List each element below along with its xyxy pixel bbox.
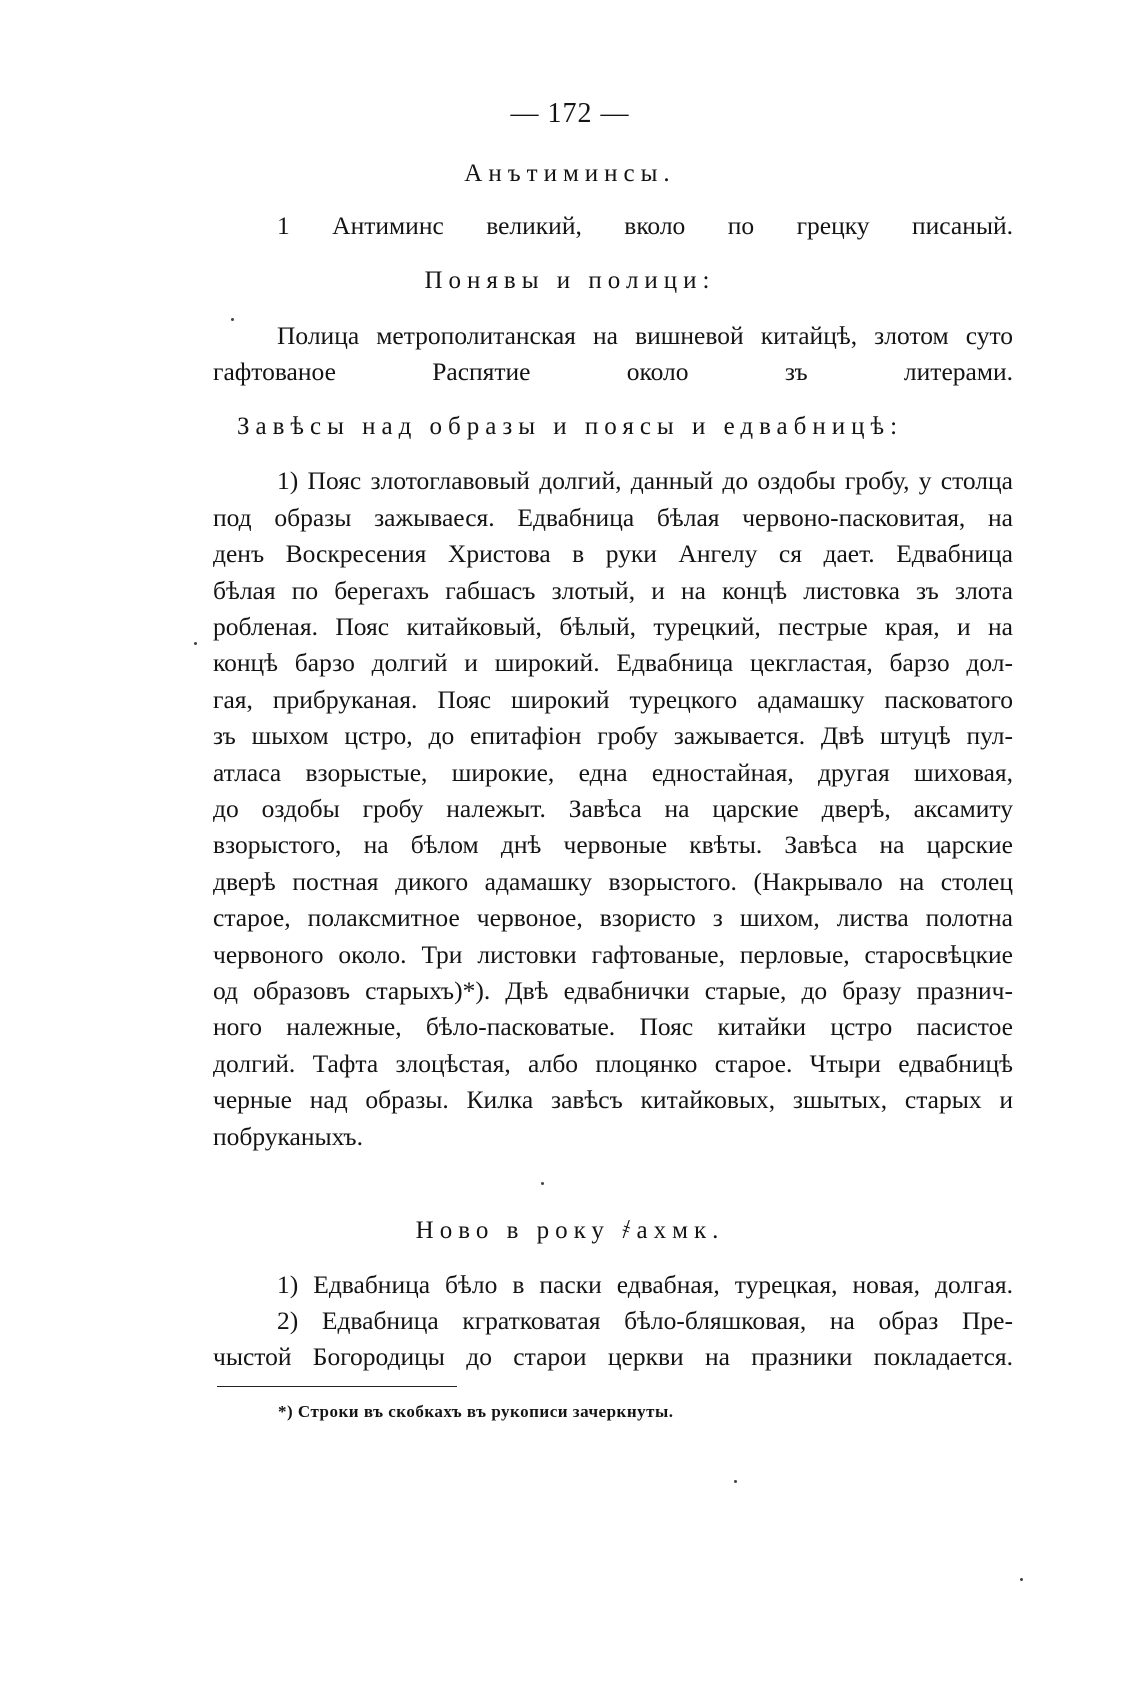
text-line: гафтованое Распятие около зъ литерами.	[213, 357, 1013, 386]
text-line: чыстой Богородицы до старои церкви на празники покладается.	[213, 1342, 1013, 1371]
scan-speck	[734, 1480, 737, 1483]
text-line: бѣлая по берегахъ габшасъ злотый, и на концѣ листовка зъ злота	[213, 576, 1013, 605]
text-line: робленая. Пояс китайковый, бѣлый, турецкий, пестрые края, и на	[213, 612, 1013, 641]
text-line: взорыстого, на бѣлом днѣ червоные квѣты. Завѣса на царские	[213, 830, 1013, 859]
scan-speck	[1020, 1578, 1023, 1581]
text-line: дверѣ постная дикого адамашку взорыстого. (Накрывало на столец	[213, 867, 1013, 896]
text-line: долгий. Тафта злоцѣстая, албо плоцянко старое. Чтыри едвабницѣ	[213, 1049, 1013, 1078]
text-line: атласа взорыстые, широкие, една едностайная, другая шиховая,	[213, 758, 1013, 787]
text-line: старое, полаксмитное червоное, взористо з шихом, листва полотна	[213, 903, 1013, 932]
scan-speck	[231, 318, 234, 321]
text-line: 1 Антиминс великий, вколо по грецку писаный.	[277, 211, 1013, 240]
text-line: черные над образы. Килка завѣсъ китайковых, зшытых, старых и	[213, 1085, 1013, 1114]
section-heading-ponyavy: Понявы и полици:	[424, 267, 716, 294]
section-heading-novo: Ново в року ҂ахмк.	[415, 1217, 725, 1244]
text-line: денъ Воскресения Христова в руки Ангелу ся дает. Едвабница	[213, 539, 1013, 568]
text-line: концѣ барзо долгий и широкий. Едвабница цекгластая, барзо дол-	[213, 648, 1013, 677]
text-line: од образовъ старыхъ)*). Двѣ едвабнички старые, до бразу празнич-	[213, 976, 1013, 1005]
text-line: побруканыхъ.	[213, 1122, 363, 1151]
scan-speck	[194, 642, 197, 645]
text-line: под образы зажываеся. Едвабница бѣлая червоно-пасковитая, на	[213, 503, 1013, 532]
text-line: 2) Едвабница кгратковатая бѣло-бляшковая, на образ Пре-	[277, 1306, 1013, 1335]
section-heading-antimins: Анътиминсы.	[464, 160, 676, 187]
text-line: ного належные, бѣло-пасковатые. Пояс китайки цстро пасистое	[213, 1012, 1013, 1041]
text-line: гая, прибруканая. Пояс широкий турецкого адамашку пасковатого	[213, 685, 1013, 714]
text-line: 1) Едвабница бѣло в паски едвабная, турецкая, новая, долгая.	[277, 1270, 1013, 1299]
text-line: червоного около. Три листовки гафтованые, перловые, старосвѣцкие	[213, 940, 1013, 969]
footnote: *) Строки въ скобкахъ въ рукописи зачеркнуты.	[278, 1402, 674, 1421]
scan-speck	[541, 1182, 544, 1185]
text-line: Полица метрополитанская на вишневой китайцѣ, злотом суто	[277, 321, 1013, 350]
footnote-divider	[217, 1386, 457, 1387]
section-heading-zavesy: Завѣсы над образы и поясы и едвабницѣ:	[236, 413, 904, 440]
text-line: зъ шыхом цстро, до епитафіон гробу зажывается. Двѣ штуцѣ пул-	[213, 721, 1013, 750]
text-line: 1) Пояс злотоглавовый долгий, данный до оздобы гробу, у столца	[277, 466, 1013, 495]
text-line: до оздобы гробу належыт. Завѣса на царские дверѣ, аксамиту	[213, 794, 1013, 823]
page-number: — 172 —	[510, 98, 630, 129]
